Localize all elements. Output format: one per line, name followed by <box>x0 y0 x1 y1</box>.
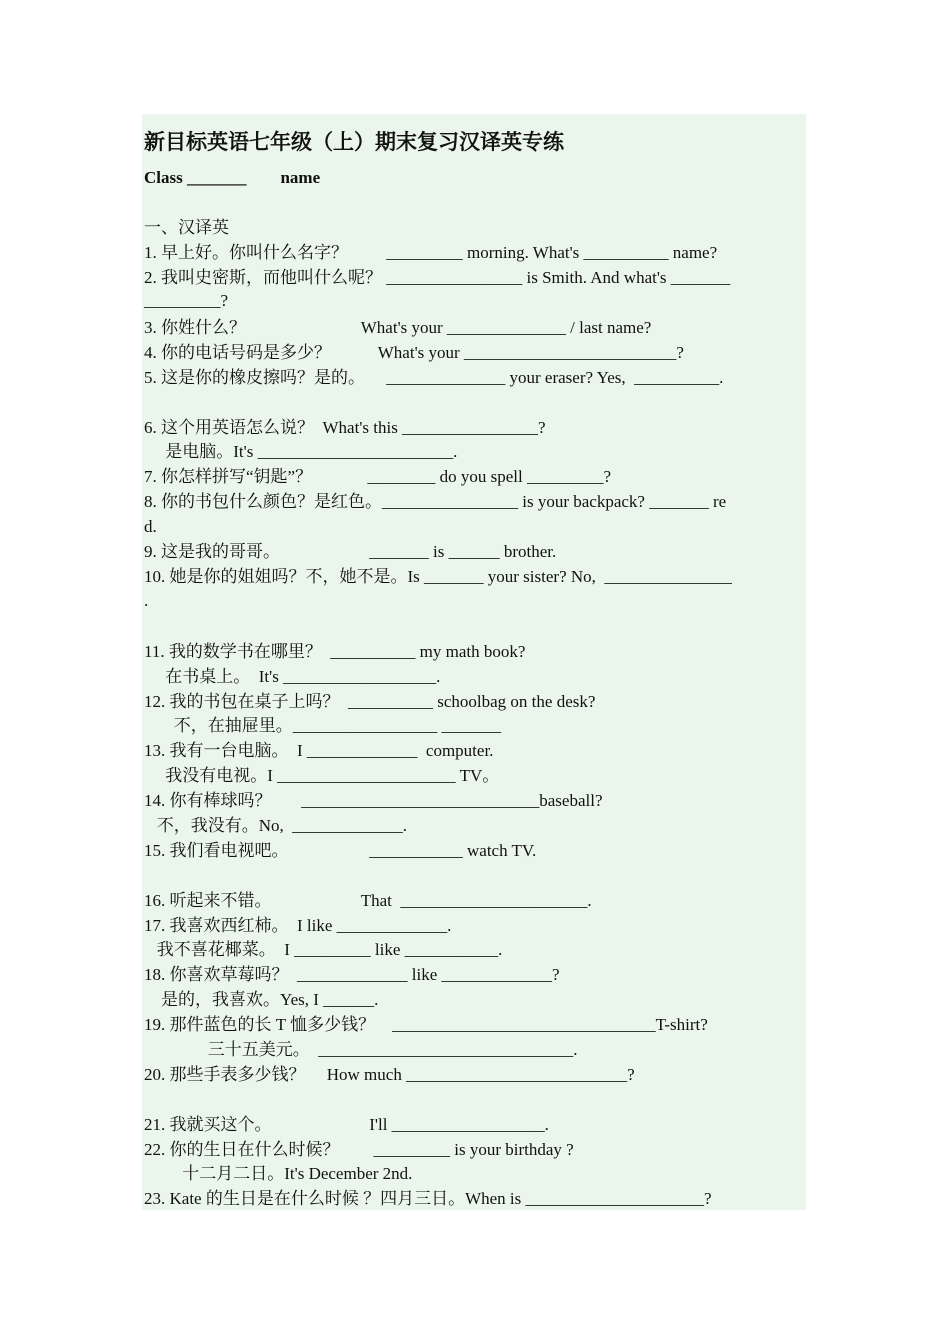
exercise-line: 不，在抽屉里。_________________ _______ <box>144 716 501 735</box>
exercise-line: 是电脑。It's _______________________. <box>144 442 458 461</box>
exercise-line: 17. 我喜欢西红柿。 I like _____________. <box>144 916 452 935</box>
exercise-line: 20. 那些手表多少钱？ How much __________________________? <box>144 1065 635 1084</box>
exercise-line: 十二月二日。It's December 2nd. <box>144 1164 413 1183</box>
exercise-line: 21. 我就买这个。 I'll __________________. <box>144 1115 549 1134</box>
exercise-line: 5. 这是你的橡皮擦吗？是的。 ______________ your eraser? Yes, __________. <box>144 368 724 387</box>
exercise-line: 18. 你喜欢草莓吗？ _____________ like _____________? <box>144 965 560 984</box>
exercise-line: 我不喜花椰菜。 I _________ like ___________. <box>144 940 503 959</box>
exercise-line: 不，我没有。No, _____________. <box>144 816 408 835</box>
exercise-line: 10. 她是你的姐姐吗？不，她不是。Is _______ your sister? No, _______________ <box>144 567 732 586</box>
exercise-line: 3. 你姓什么？ What's your ______________ / last name? <box>144 318 652 337</box>
exercise-line: 13. 我有一台电脑。 I _____________ computer. <box>144 741 494 760</box>
exercise-line: 16. 听起来不错。 That ______________________. <box>144 891 592 910</box>
exercise-line: 在书桌上。 It's __________________. <box>144 667 441 686</box>
exercise-line: 22. 你的生日在什么时候？ _________ is your birthday ? <box>144 1140 574 1159</box>
exercise-line: 是的，我喜欢。Yes, I ______. <box>144 990 379 1009</box>
exercise-line: 9. 这是我的哥哥。 _______ is ______ brother. <box>144 542 557 561</box>
exercise-line: . <box>144 591 149 610</box>
exercise-line: 14. 你有棒球吗？ ____________________________baseball? <box>144 791 603 810</box>
exercise-line: 我没有电视。I _____________________ TV。 <box>144 766 500 785</box>
exercise-line: 8. 你的书包什么颜色？是红色。________________ is your backpack? _______ re <box>144 492 727 511</box>
exercise-line: 23. Kate 的生日是在什么时候 ？四月三日。When is _____________________? <box>144 1189 712 1208</box>
exercise-line: 19. 那件蓝色的长 T 恤多少钱？ _______________________________T-shirt? <box>144 1015 708 1034</box>
exercise-line: 1. 早上好。你叫什么名字？ _________ morning. What's __________ name? <box>144 243 718 262</box>
section-heading: 一、汉译英 <box>144 218 229 237</box>
exercise-line: d. <box>144 517 157 536</box>
exercise-line: 11. 我的数学书在哪里？ __________ my math book? <box>144 642 526 661</box>
exercise-line: 15. 我们看电视吧。 ___________ watch TV. <box>144 841 537 860</box>
exercise-line: _________? <box>144 291 229 310</box>
exercise-line: 4. 你的电话号码是多少？ What's your _________________________? <box>144 343 684 362</box>
exercise-line: 2. 我叫史密斯，而他叫什么呢？ ________________ is Smith. And what's _______ <box>144 268 731 287</box>
exercise-line: 三十五美元。 ______________________________. <box>144 1040 578 1059</box>
page-title: 新目标英语七年级（上）期末复习汉译英专练 <box>144 130 564 154</box>
class-name-line: Class _______ name <box>144 168 321 187</box>
exercise-line: 7. 你怎样拼写“钥匙”？ ________ do you spell _________? <box>144 467 611 486</box>
exercise-line: 6. 这个用英语怎么说？ What's this ________________? <box>144 418 546 437</box>
exercise-line: 12. 我的书包在桌子上吗？ __________ schoolbag on the desk? <box>144 692 596 711</box>
